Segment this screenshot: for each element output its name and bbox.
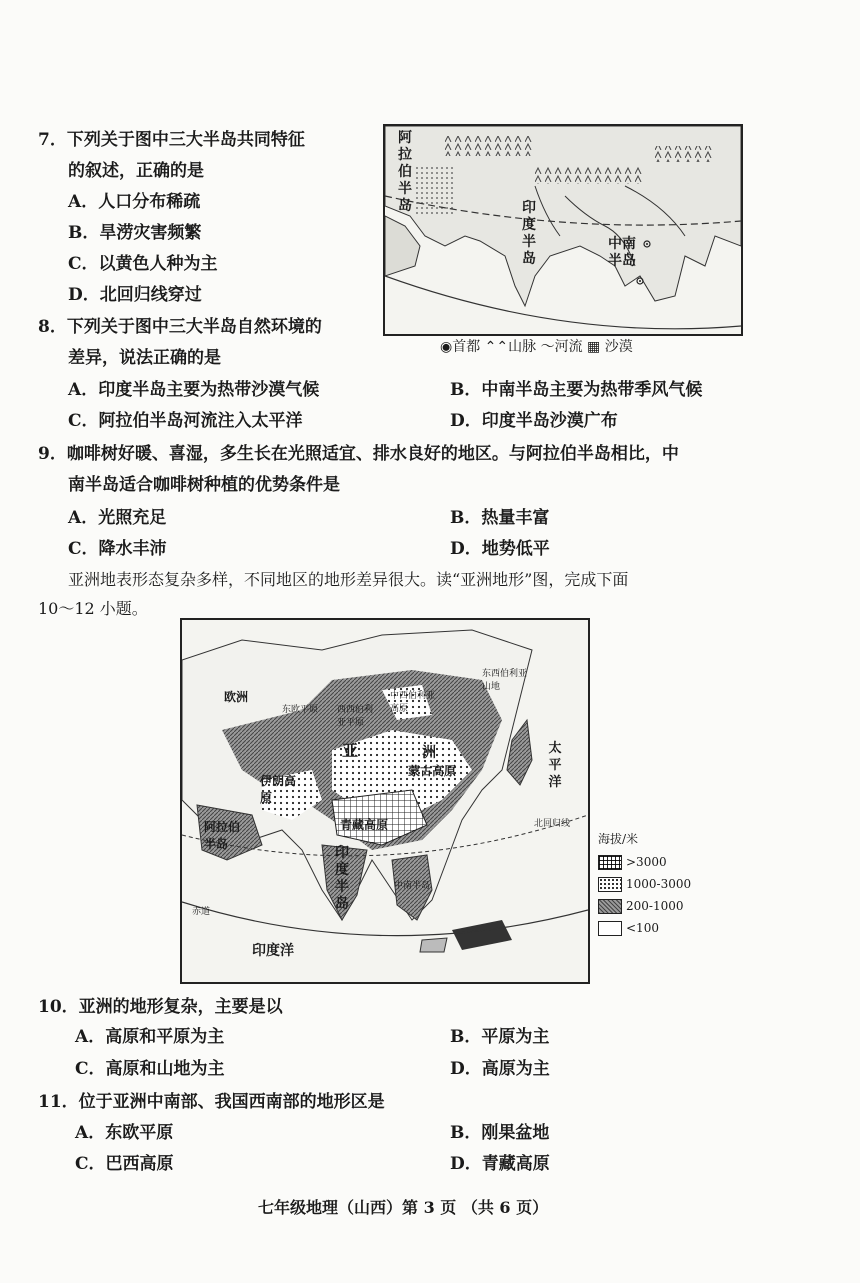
legend-label-1000-3000: 1000-3000 — [626, 877, 692, 891]
label-asia-zhou: 洲 — [422, 745, 436, 761]
peninsulas-map-drawing — [385, 126, 741, 334]
q8-option-d: D．印度半岛沙漠广布 — [450, 411, 618, 431]
label-qinghai-tibet-plateau: 青藏高原 — [340, 818, 389, 832]
legend-swatch-hatch — [598, 899, 622, 914]
legend-row-3000 — [598, 851, 691, 873]
q7-option-b: B．旱涝灾害频繁 — [68, 223, 202, 243]
legend-row-200-1000 — [598, 895, 691, 917]
q10-option-d: D．高原为主 — [450, 1059, 550, 1079]
q7-option-a: A．人口分布稀疏 — [68, 192, 201, 212]
q10-option-b: B．平原为主 — [450, 1027, 550, 1047]
q8-option-b: B．中南半岛主要为热带季风气候 — [450, 380, 703, 400]
label-europe: 欧洲 — [224, 690, 249, 704]
q9-option-d: D．地势低平 — [450, 539, 550, 559]
legend-row-1000-3000 — [598, 873, 691, 895]
legend-row-100 — [598, 917, 691, 939]
label-arabia-peninsula: 阿拉伯半岛 — [398, 130, 412, 214]
section-intro-line1: 亚洲地表形态复杂多样，不同地区的地形差异很大。读“亚洲地形”图，完成下面 — [68, 570, 629, 589]
q9-option-b: B．热量丰富 — [450, 508, 550, 528]
legend-swatch-dots — [598, 877, 622, 892]
legend-label-200-1000: 200-1000 — [626, 899, 684, 913]
label-indian-ocean: 印度洋 — [252, 943, 294, 959]
legend-swatch-grid — [598, 855, 622, 870]
q10-option-a: A．高原和平原为主 — [75, 1027, 225, 1047]
label-arabia-peninsula-2: 阿拉伯半岛 — [204, 820, 241, 851]
label-pacific-ocean: 太平洋 — [548, 741, 562, 790]
peninsulas-map-legend: ◉首都 ⌃⌃山脉 〜河流 ▦ 沙漠 — [440, 339, 633, 355]
label-india-peninsula-2: 印度半岛 — [335, 845, 349, 912]
page-footer: 七年级地理（山西）第 3 页 （共 6 页） — [258, 1198, 549, 1217]
q8-stem-line1: 8．下列关于图中三大半岛自然环境的 — [38, 317, 322, 337]
label-indochina-peninsula: 中南半岛 — [608, 236, 636, 269]
q10-option-c: C．高原和山地为主 — [75, 1059, 225, 1079]
q9-stem-line2: 南半岛适合咖啡树种植的优势条件是 — [68, 475, 340, 495]
label-iran-plateau: 伊朗高原 — [260, 774, 297, 805]
q11-option-a: A．东欧平原 — [75, 1123, 174, 1143]
q10-stem: 10．亚洲的地形复杂，主要是以 — [38, 997, 283, 1017]
label-india-peninsula: 印度半岛 — [522, 200, 536, 267]
q7-stem-line1: 7．下列关于图中三大半岛共同特征 — [38, 130, 305, 150]
q8-stem-line2: 差异，说法正确的是 — [68, 348, 221, 368]
legend-label-3000: >3000 — [626, 855, 667, 869]
q11-stem: 11．位于亚洲中南部、我国西南部的地形区是 — [38, 1092, 385, 1112]
q11-option-d: D．青藏高原 — [450, 1154, 550, 1174]
label-asia-ya: 亚 — [342, 741, 359, 760]
q8-option-c: C．阿拉伯半岛河流注入太平洋 — [68, 411, 303, 431]
legend-swatch-blank — [598, 921, 622, 936]
q9-option-a: A．光照充足 — [68, 508, 167, 528]
peninsulas-map — [383, 124, 743, 336]
label-east-europe-plain: 东欧平原 — [282, 705, 319, 715]
label-tropic-of-cancer: 北回归线 — [534, 819, 571, 829]
asia-terrain-map — [180, 618, 590, 984]
q7-option-c: C．以黄色人种为主 — [68, 254, 218, 274]
label-mongolia-plateau: 蒙古高原 — [408, 764, 457, 778]
q8-option-a: A．印度半岛主要为热带沙漠气候 — [68, 380, 320, 400]
q7-option-d: D．北回归线穿过 — [68, 285, 202, 305]
q7-stem-line2: 的叙述，正确的是 — [68, 161, 204, 181]
elevation-legend — [598, 830, 691, 939]
q9-option-c: C．降水丰沛 — [68, 539, 167, 559]
section-intro-line2: 10～12 小题。 — [38, 599, 148, 618]
label-indochina-peninsula-2: 中南半岛 — [394, 881, 431, 891]
q11-option-b: B．刚果盆地 — [450, 1123, 550, 1143]
label-west-siberia: 西西伯利亚平原 — [337, 705, 374, 728]
legend-label-100: <100 — [626, 921, 659, 935]
q11-option-c: C．巴西高原 — [75, 1154, 174, 1174]
label-east-siberia: 东西伯利亚山地 — [482, 669, 528, 692]
label-equator: 赤道 — [192, 907, 211, 917]
label-central-siberia: 中西伯利亚高原 — [390, 691, 436, 714]
q9-stem-line1: 9．咖啡树好暖、喜湿，多生长在光照适宜、排水良好的地区。与阿拉伯半岛相比，中 — [38, 444, 679, 464]
elevation-legend-title: 海拔/米 — [598, 832, 639, 846]
